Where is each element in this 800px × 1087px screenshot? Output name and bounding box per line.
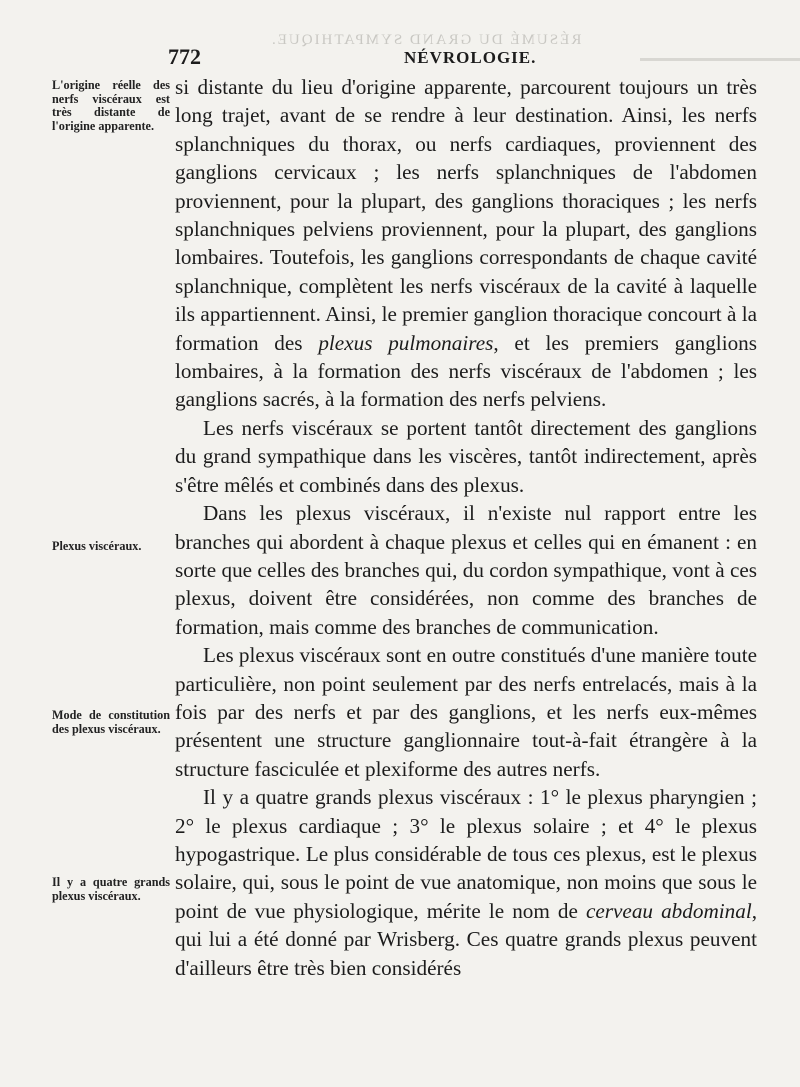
margin-note-constitution: Mode de constitution des plexus viscéraux. [52, 708, 170, 736]
margin-note-plexus: Plexus viscéraux. [52, 539, 142, 553]
text-run: , et les premiers ganglions lombaires, à la formation des nerfs viscéraux de l'abdomen ; les ganglions sacrés, à la formation des nerfs pelviens. [175, 330, 758, 412]
text-run: Dans les plexus viscéraux, il n'existe nul rapport entre les branches qui abordent à chaque plexus et celles qui en émanent : en sorte que celles des branches qui, du cordon sympathique, vont à ces plexus, doivent être considérées, non comme des branches de formation, mais comme des branches de communication. [175, 501, 757, 639]
paragraph-constitution [175, 641, 757, 783]
text-run: si distante du lieu d'origine apparente, parcourent toujours un très long trajet, avant de se rendre à leur destination. Ainsi, les nerfs splanchniques du thorax, ou nerfs cardiaques, proviennent des ganglions cervicaux ; les nerfs splanchniques de l'abdomen proviennent, pour la plupart, des ganglions thoraciques ; les nerfs splanchniques pelviens proviennent, pour la plupart, des ganglions lombaires. Toutefois, les ganglions correspondants de chaque cavité splanchnique, complètent les nerfs viscéraux de la cavité à laquelle ils appartiennent. Ainsi, le premier ganglion thoracique concourt à la formation des [175, 75, 757, 355]
paragraph-plexus [175, 499, 757, 641]
italic-term: plexus pulmonaires [318, 330, 494, 355]
italic-term: cerveau abdominal [585, 898, 752, 923]
text-run: , qui lui a été donné par Wrisberg. Ces quatre grands plexus peuvent d'ailleurs être très bien considérés [175, 898, 757, 980]
margin-note-origin: L'origine réelle des nerfs viscéraux est très distante de l'origine apparente. [52, 78, 170, 133]
paragraph-four-plexus [175, 783, 757, 982]
text-run: Les plexus viscéraux sont en outre constitués d'une manière toute particulière, non point seulement par des nerfs entrelacés, mais à la fois par des nerfs et par des ganglions, et les nerfs eux-mêmes présentent une structure ganglionnaire tout-à-fait étrangère à la structure fasciculée et plexiforme des autres nerfs. [175, 643, 757, 781]
text-run: Il y a quatre grands plexus viscéraux : 1° le plexus pharyngien ; 2° le plexus cardiaque ; 3° le plexus solaire ; et 4° le plexus hypogastrique. Le plus considérable de tous ces plexus, est le plexus solaire, qui, sous le point de vue anatomique, non moins que sous le point de vue physiologique, mérite le nom de [175, 785, 757, 923]
text-run: Les nerfs viscéraux se portent tantôt directement des ganglions du grand sympathique dans les viscères, tantôt indirectement, après s'être mêlés et combinés dans des plexus. [175, 415, 757, 497]
paragraph-visceral-nerves [175, 414, 757, 499]
running-head: NÉVROLOGIE. [404, 48, 537, 67]
page-edge-shadow [640, 58, 800, 61]
margin-note-four-plexus: Il y a quatre grands plexus viscéraux. [52, 875, 170, 903]
page-number: 772 [168, 44, 201, 69]
bleed-through-text: RÉSUMÉ DU GRAND SYMPATHIQUE. [270, 32, 582, 48]
body-text [175, 73, 757, 982]
paragraph-origin [175, 73, 757, 414]
